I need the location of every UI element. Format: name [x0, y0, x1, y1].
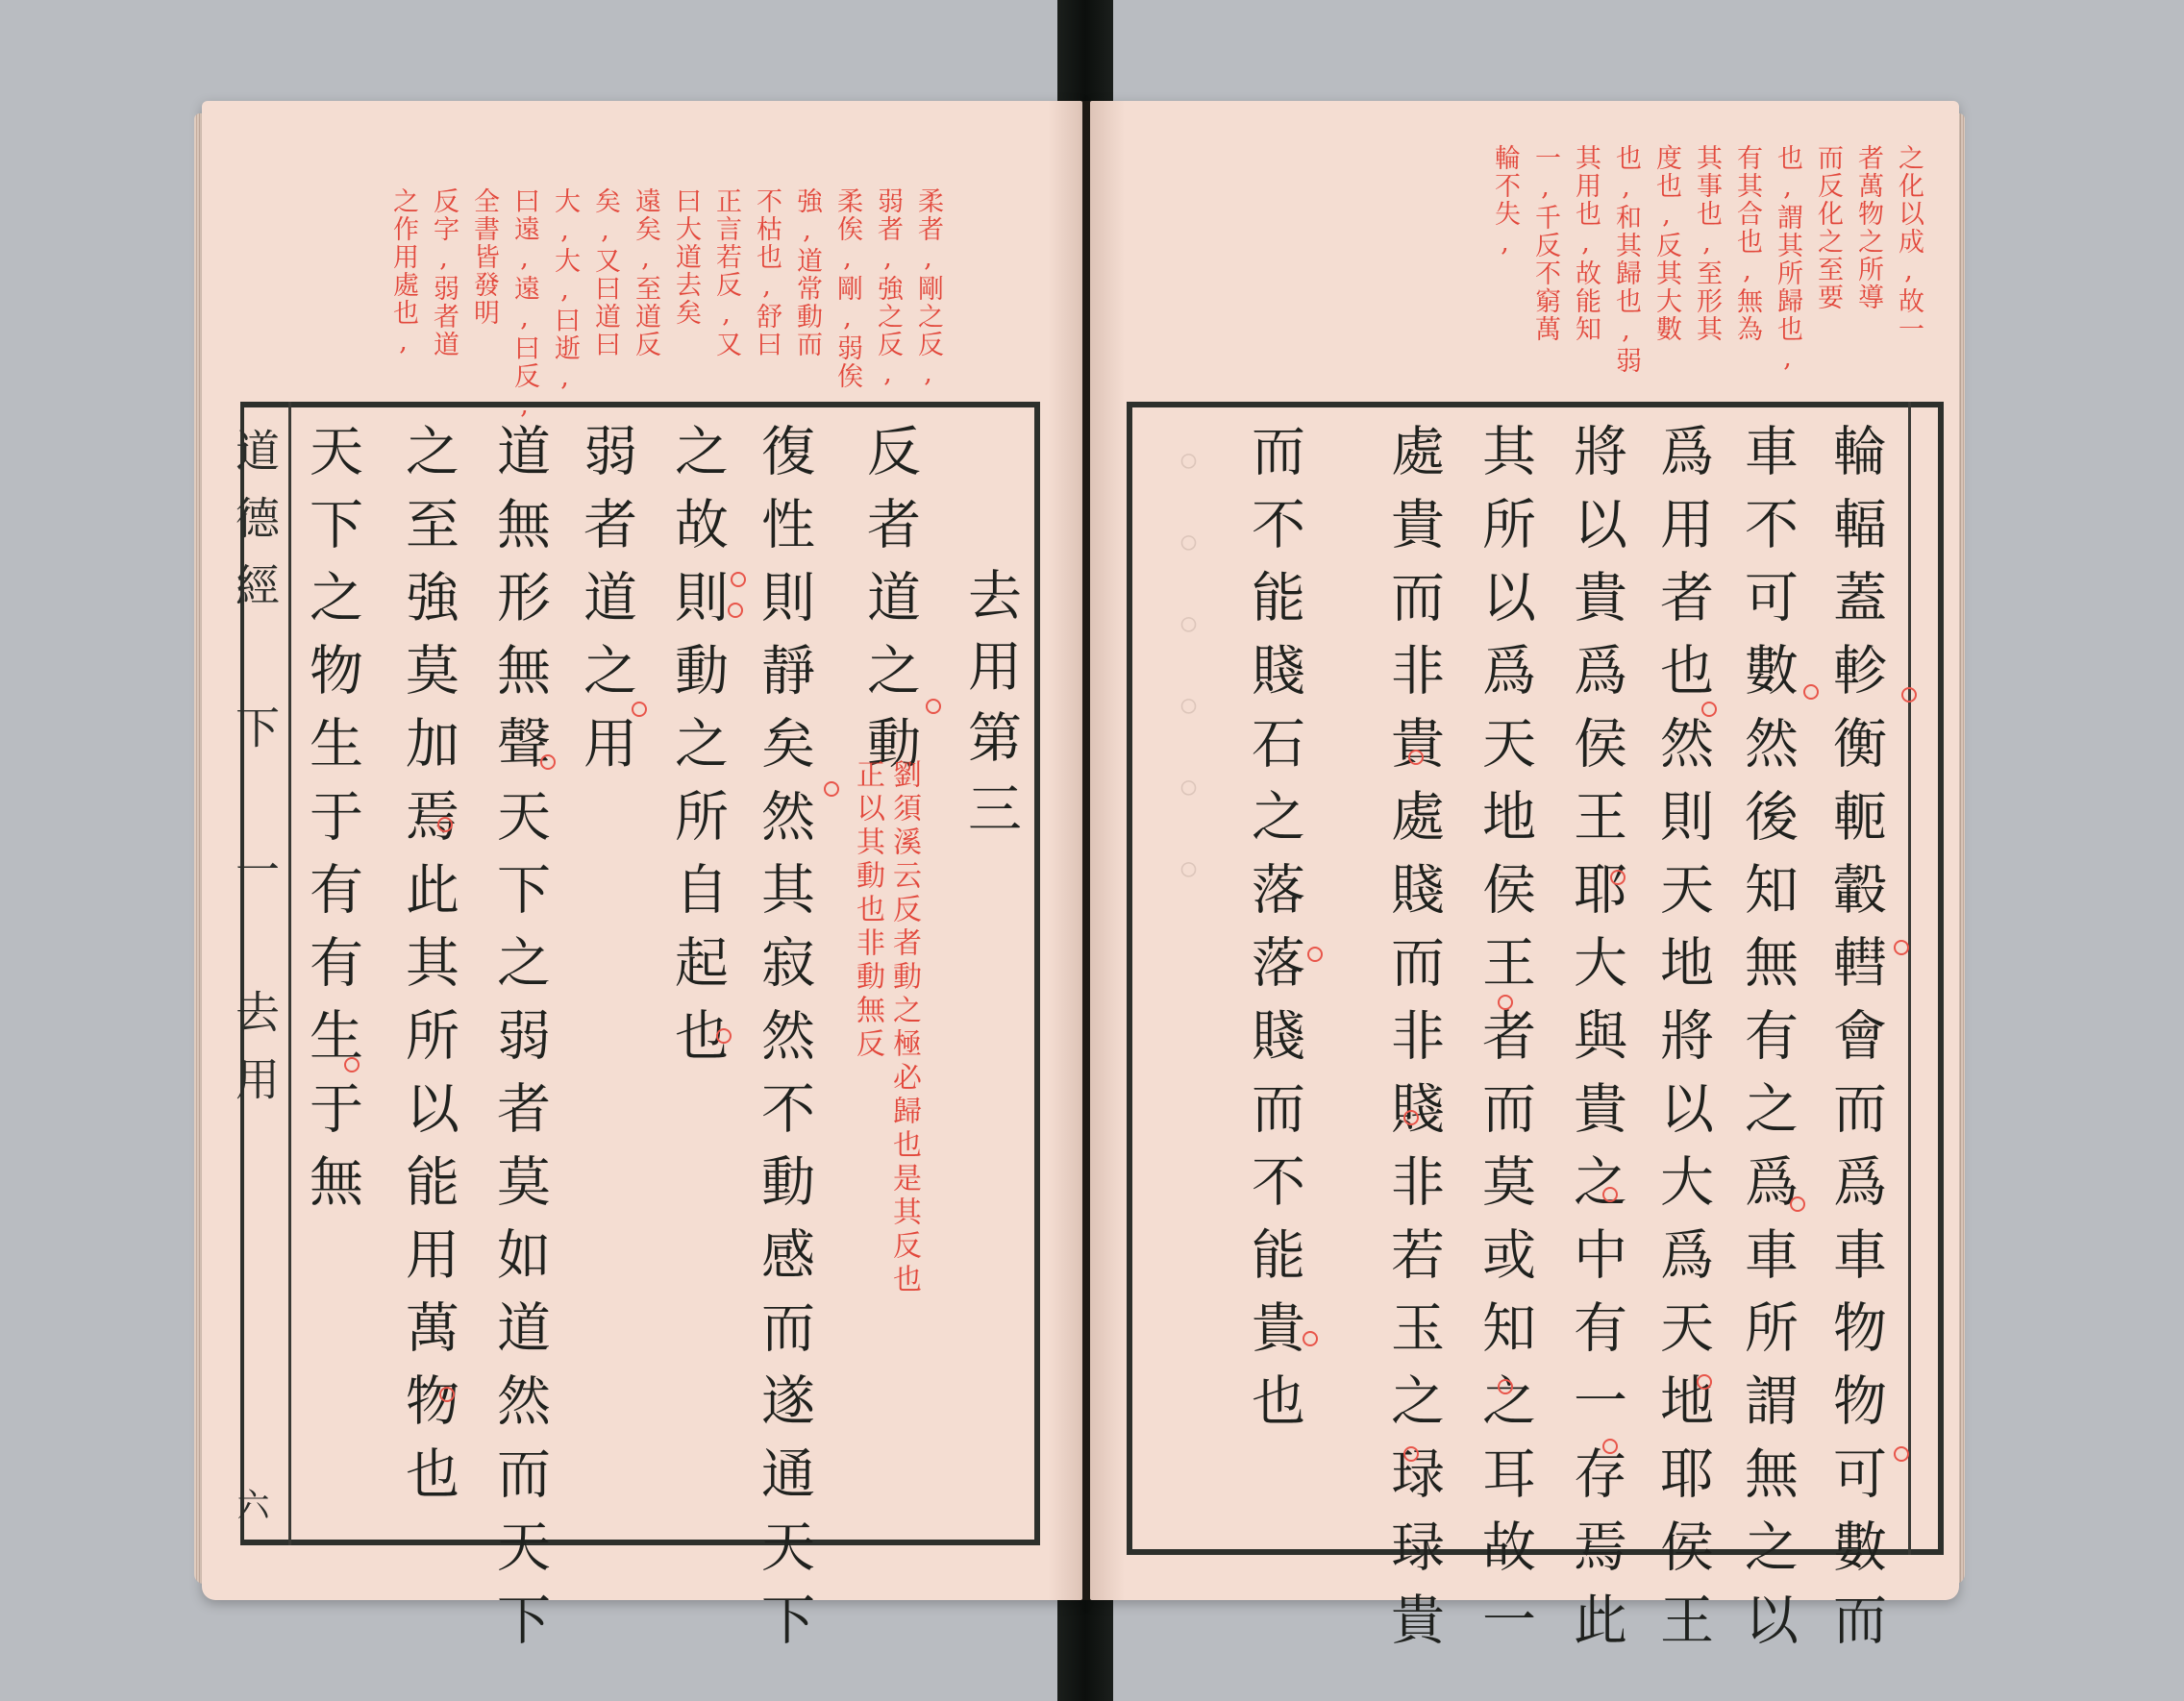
note-column: 而反化之至要 — [1813, 144, 1843, 311]
note-column: 之作用處也, — [388, 187, 418, 358]
red-commentary — [846, 759, 919, 1297]
note-column: 正言若反,又 — [711, 187, 741, 358]
note-column: 矣,又曰道曰 — [590, 187, 620, 358]
note-column: 有其合也,無為 — [1732, 144, 1762, 343]
punctuation-circle — [1307, 947, 1323, 962]
text-column: 處貴而非貴處賤而非賤非若玉之琭琭貴 — [1382, 423, 1445, 1664]
punctuation-circle — [1602, 1439, 1618, 1454]
text-column: 之至強莫加焉此其所以能用萬物也 — [397, 423, 459, 1518]
punctuation-circle — [1901, 687, 1917, 703]
punctuation-circle — [632, 702, 647, 717]
text-column: 天下之物生于有有生于無 — [301, 423, 363, 1226]
inner-rule — [1908, 402, 1911, 1555]
note-column: 者萬物之所導 — [1853, 144, 1883, 311]
note-column: 也,謂其所歸也, — [1773, 144, 1802, 375]
text-column: 反者道之動 — [858, 423, 921, 788]
punctuation-circle — [1701, 702, 1717, 717]
note-column: 反字,弱者道 — [429, 187, 459, 358]
punctuation-circle — [728, 603, 743, 618]
folio-number: 六 — [231, 1488, 269, 1520]
punctuation-circle — [1894, 1446, 1909, 1462]
text-column: 將以貴爲侯王耶大與貴之中有一存焉此 — [1565, 423, 1627, 1664]
text-column: 道無形無聲天下之弱者莫如道然而天下 — [488, 423, 551, 1664]
punctuation-circle — [1894, 940, 1909, 955]
punctuation-circle — [1403, 1446, 1419, 1462]
note-column: 大,大,曰逝, — [550, 187, 580, 394]
note-column: 強,道常動而 — [792, 187, 822, 358]
note-column: 曰遠,遠,曰反, — [509, 187, 539, 422]
text-column: 車不可數然後知無有之爲車所謂無之以 — [1736, 423, 1799, 1664]
punctuation-circle — [1803, 684, 1819, 700]
text-column: 而不能賤石之落落賤而不能貴也 — [1243, 423, 1305, 1445]
inner-rule — [288, 402, 291, 1545]
note-column: 弱者,強之反, — [873, 187, 903, 390]
punctuation-circle — [926, 699, 941, 714]
note-column: 柔俟,剛,弱俟 — [832, 187, 862, 390]
text-column: 復性則靜矣然其寂然不動感而遂通天下 — [753, 423, 815, 1664]
punctuation-circle — [1790, 1196, 1805, 1212]
note-column: 不枯也,舒曰 — [752, 187, 782, 358]
left-margin-notes — [260, 187, 943, 422]
punctuation-circle — [1697, 1374, 1712, 1390]
text-column: 爲用者也然則天地將以大爲天地耶侯王 — [1651, 423, 1714, 1664]
punctuation-circle — [731, 572, 746, 587]
note-column: 度也,反其大數 — [1651, 144, 1681, 343]
punctuation-circle — [1610, 870, 1626, 885]
punctuation-circle — [540, 754, 556, 770]
commentary-line: 劉須溪云反者動之極必歸也是其反也 — [887, 759, 921, 1297]
gutter-shadow — [1048, 101, 1125, 1600]
chapter-title: 去用第三 — [959, 567, 1022, 851]
note-column: 柔者,剛之反, — [913, 187, 943, 390]
punctuation-circle — [437, 817, 453, 832]
punctuation-circle — [1403, 1110, 1419, 1125]
punctuation-circle — [1303, 1331, 1318, 1346]
punctuation-circle — [344, 1057, 360, 1072]
note-column: 曰大道去矣 — [671, 187, 701, 327]
note-column: 一,千反不窮萬 — [1530, 144, 1560, 343]
punctuation-circle — [824, 781, 839, 797]
margin-label: 道德經 下 一 去用 — [229, 428, 281, 1123]
punctuation-circle — [716, 1028, 732, 1044]
note-column: 也,和其歸也,弱 — [1611, 144, 1641, 375]
note-column: 遠矣,至道反 — [631, 187, 660, 358]
note-column: 輪不失, — [1490, 144, 1520, 259]
commentary-line: 正以其動也非動無反 — [851, 759, 884, 1062]
text-column: 之故則動之所自起也 — [666, 423, 729, 1080]
punctuation-circle — [1498, 1379, 1513, 1394]
text-column: 弱者道之用 — [575, 423, 637, 788]
text-column: 其所以爲天地侯王者而莫或知之耳故一 — [1474, 423, 1536, 1664]
right-margin-notes — [1375, 144, 1923, 404]
note-column: 全書皆發明 — [469, 187, 499, 327]
note-column: 其用也,故能知 — [1571, 144, 1601, 343]
note-column: 之化以成,故一 — [1894, 144, 1923, 343]
punctuation-circle — [439, 1387, 455, 1402]
text-column: 輪輻蓋軫衡軛轂轊會而爲車物物可數而 — [1824, 423, 1887, 1664]
punctuation-circle — [1408, 750, 1424, 765]
punctuation-circle — [1602, 1187, 1618, 1202]
punctuation-circle — [1498, 995, 1513, 1010]
bleed-through: ◦◦◦◦◦◦ — [1158, 432, 1219, 923]
note-column: 其事也,至形其 — [1692, 144, 1722, 343]
